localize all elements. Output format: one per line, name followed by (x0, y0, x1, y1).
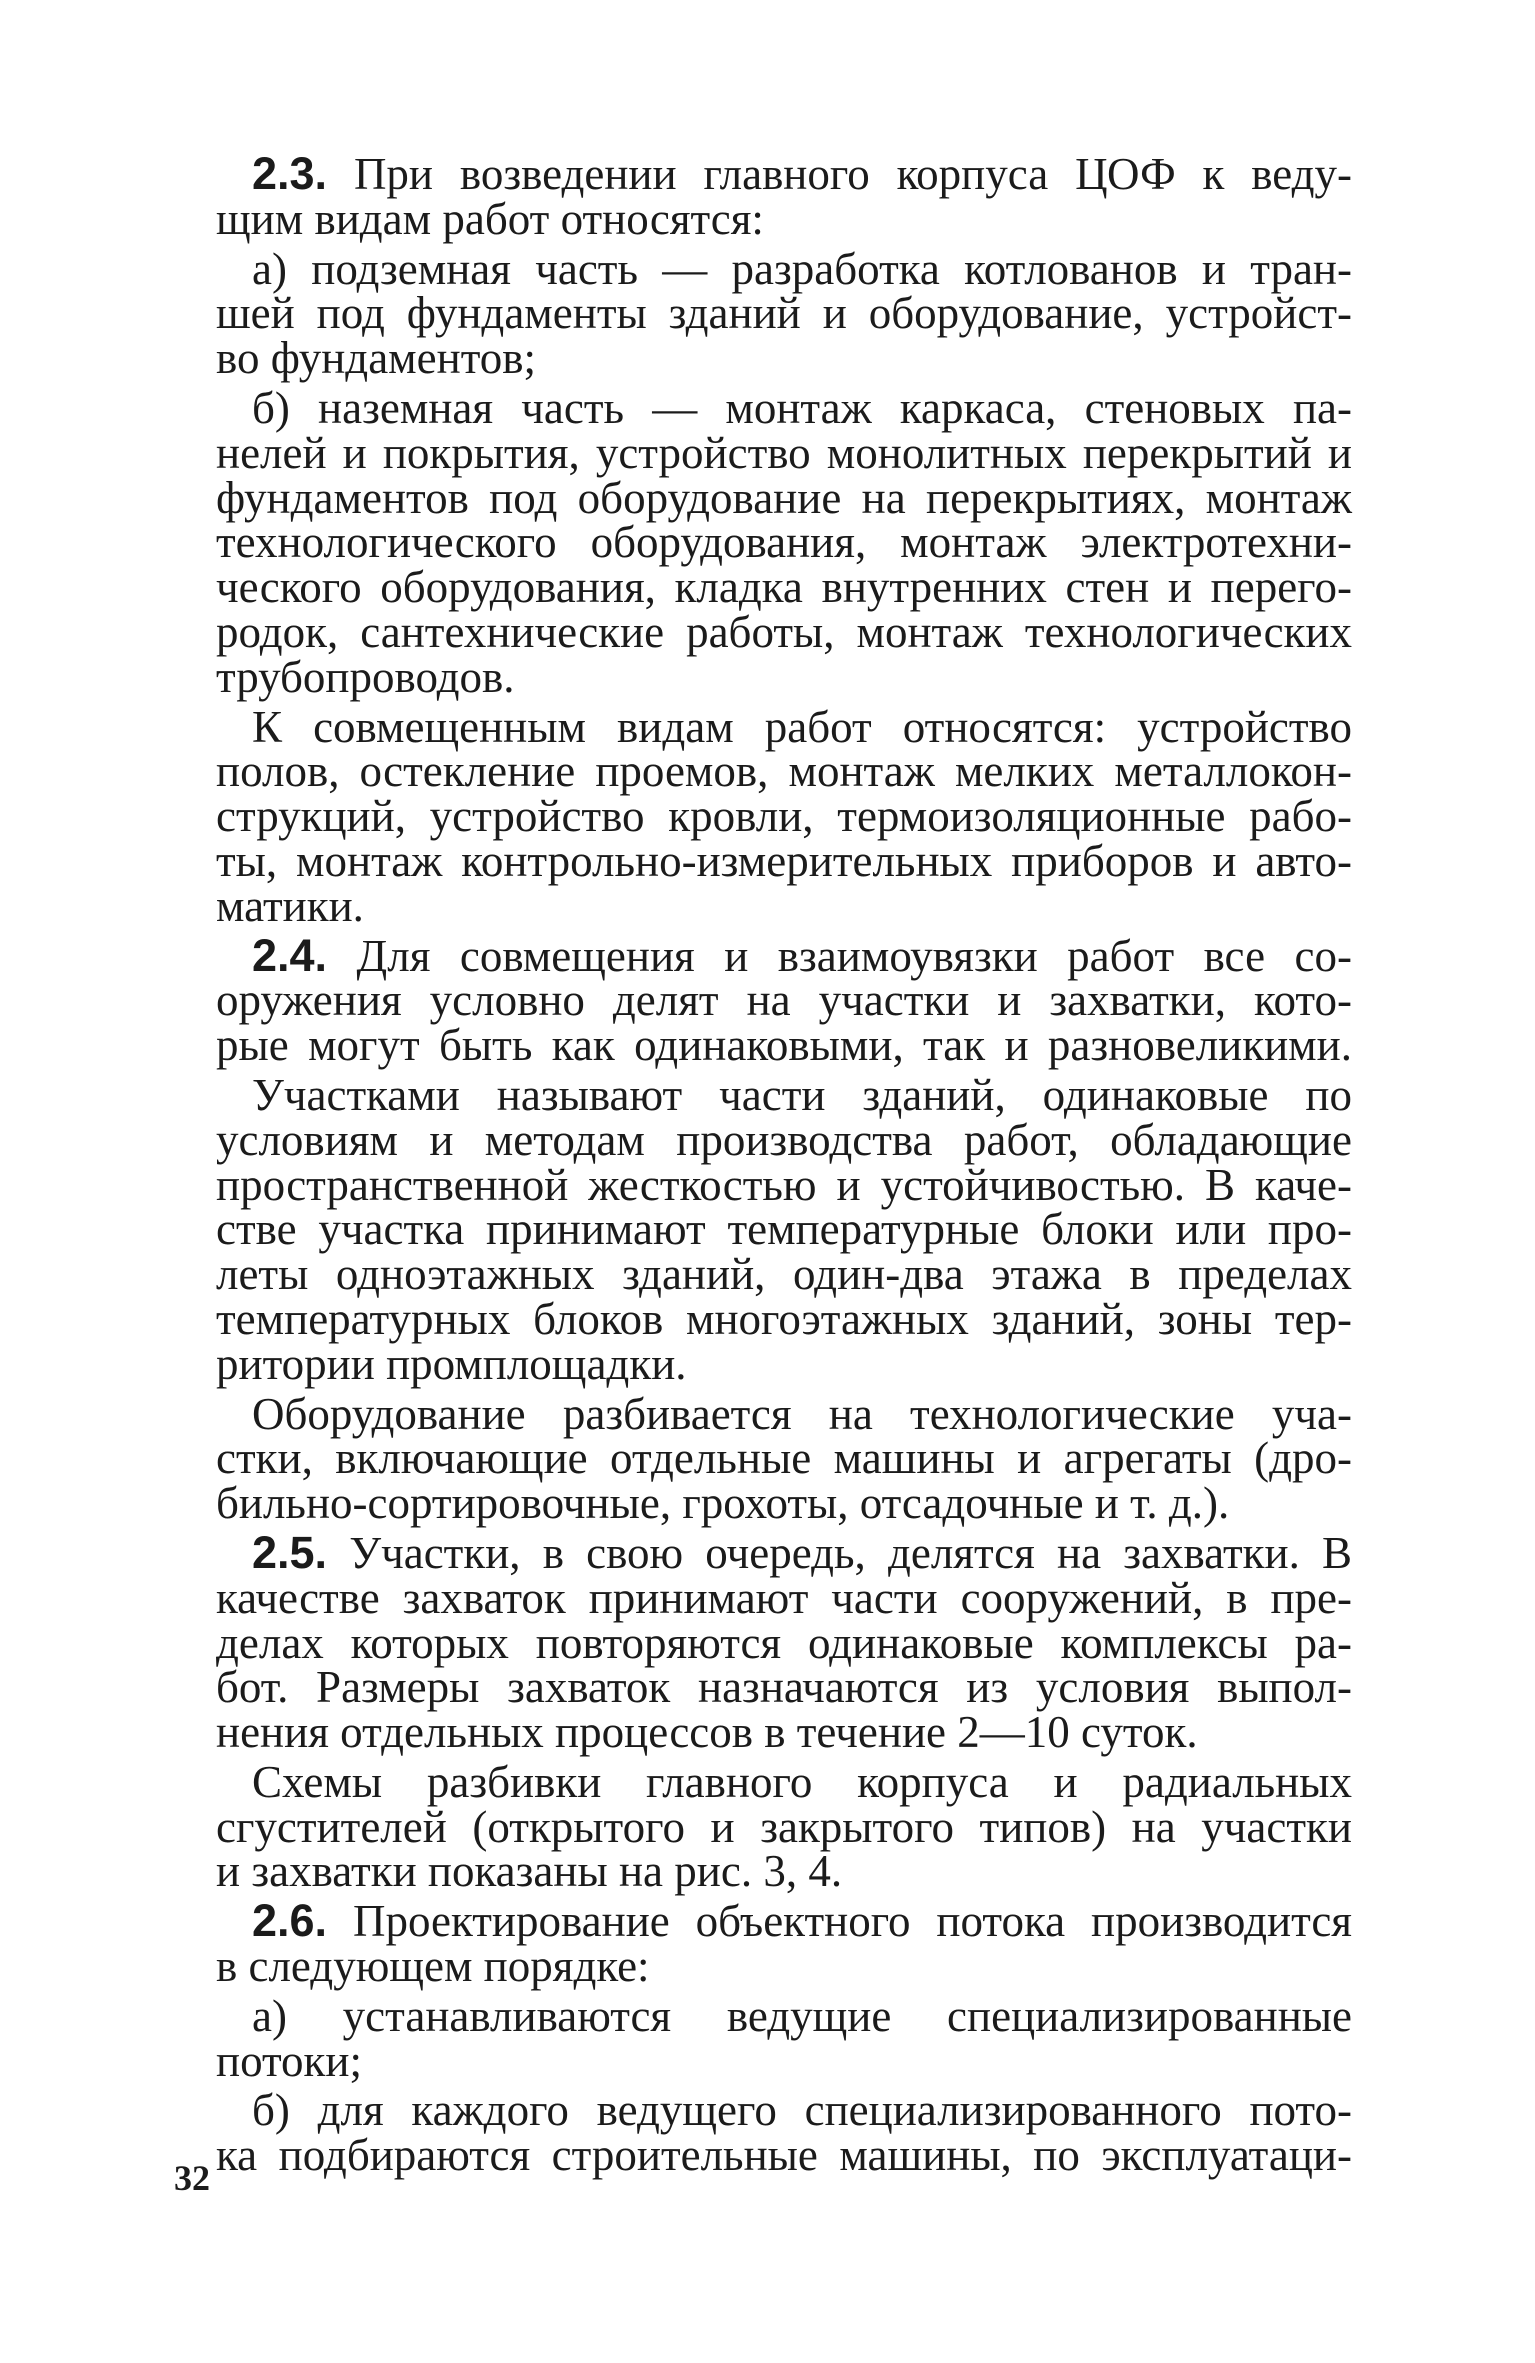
text-line: Участками называют части зданий, одинаковые по (252, 1069, 1352, 1120)
text-line: а) подземная часть — разработка котлованов и тран- (252, 243, 1352, 294)
text-line: Схемы разбивки главного корпуса и радиальных (252, 1756, 1352, 1807)
text-line: во фундаментов; (216, 333, 537, 384)
text-line: щим видам работ относятся: (216, 193, 764, 244)
text-line: струкций, устройство кровли, термоизоляционные рабо- (216, 791, 1352, 842)
text-line: леты одноэтажных зданий, один-два этажа в пределах (216, 1249, 1352, 1300)
text-line: качестве захваток принимают части сооружений, в пре- (216, 1572, 1352, 1623)
text-line: бильно-сортировочные, грохоты, отсадочные и т. д.). (216, 1478, 1230, 1529)
text-line: пространственной жесткостью и устойчивостью. В каче- (216, 1159, 1352, 1210)
text-line: температурных блоков многоэтажных зданий, зоны тер- (216, 1293, 1352, 1344)
text-line: фундаментов под оборудование на перекрытиях, монтаж (216, 472, 1352, 523)
text-line: нения отдельных процессов в течение 2—10 суток. (216, 1707, 1198, 1758)
text-line: а) устанавливаются ведущие специализированные (252, 1990, 1352, 2041)
text-line: 2.3. При возведении главного корпуса ЦОФ к веду- (252, 148, 1352, 199)
page-number: 32 (174, 2158, 210, 2198)
body-text (216, 148, 1352, 2181)
text-line: трубопроводов. (216, 651, 515, 702)
section-number: 2.3. (252, 148, 328, 199)
text-line: ты, монтаж контрольно-измерительных приборов и авто- (216, 835, 1352, 886)
text-line: полов, остекление проемов, монтаж мелких металлокон- (216, 746, 1352, 797)
text-line: ческого оборудования, кладка внутренних стен и перего- (216, 562, 1352, 613)
text-line: нелей и покрытия, устройство монолитных перекрытий и (216, 427, 1352, 478)
text-line: и захватки показаны на рис. 3, 4. (216, 1846, 843, 1897)
text-line: оружения условно делят на участки и захватки, кото- (216, 975, 1352, 1026)
text-line: б) наземная часть — монтаж каркаса, стеновых па- (252, 382, 1352, 433)
text-line: рые могут быть как одинаковыми, так и разновеликими. (216, 1020, 1352, 1071)
section-number: 2.4. (252, 929, 328, 981)
text-line: потоки; (216, 2035, 363, 2086)
text-line: технологического оборудования, монтаж электротехни- (216, 517, 1352, 568)
text-line: ритории промплощадки. (216, 1338, 687, 1389)
section-number: 2.6. (252, 1895, 328, 1947)
text-line: делах которых повторяются одинаковые комплексы ра- (216, 1617, 1352, 1668)
text-line: матики. (216, 880, 364, 931)
text-line: бот. Размеры захваток назначаются из условия выпол- (216, 1662, 1352, 1713)
text-line: в следующем порядке: (216, 1941, 650, 1992)
text-line: 2.5. Участки, в свою очередь, делятся на захватки. В (252, 1526, 1352, 1578)
text-line: условиям и методам производства работ, обладающие (216, 1114, 1352, 1165)
text-line: шей под фундаменты зданий и оборудование, устройст- (216, 288, 1352, 339)
text-line: стве участка принимают температурные блоки или про- (216, 1204, 1352, 1255)
section-number: 2.5. (252, 1526, 328, 1578)
text-line: б) для каждого ведущего специализированного пото- (252, 2085, 1352, 2136)
text-line: 2.4. Для совмещения и взаимоувязки работ все со- (252, 929, 1352, 981)
text-line: Оборудование разбивается на технологические уча- (252, 1388, 1352, 1439)
text-line: ка подбираются строительные машины, по эксплуатаци- (216, 2130, 1352, 2181)
text-line: 2.6. Проектирование объектного потока производится (252, 1895, 1352, 1947)
text-line: К совмещенным видам работ относятся: устройство (252, 701, 1352, 752)
text-line: сгустителей (открытого и закрытого типов) на участки (216, 1801, 1352, 1852)
text-line: родок, сантехнические работы, монтаж технологических (216, 606, 1352, 657)
text-line: стки, включающие отдельные машины и агрегаты (дро- (216, 1433, 1352, 1484)
